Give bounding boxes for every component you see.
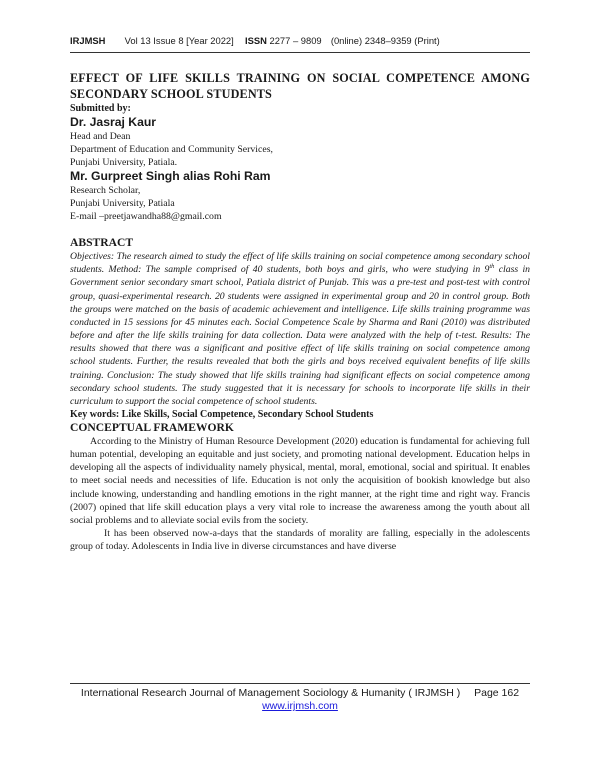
keywords: Key words: Like Skills, Social Competence, Secondary School Students xyxy=(70,408,374,420)
author-2-email: E-mail –preetjawandha88@gmail.com xyxy=(70,211,222,223)
author-2-name: Mr. Gurpreet Singh alias Rohi Ram xyxy=(70,169,271,184)
issn-online: (0nline) 2348–9359 (Print) xyxy=(330,35,440,46)
submitted-by-label: Submitted by: xyxy=(70,103,131,114)
journal-website-link[interactable]: www.irjmsh.com xyxy=(262,700,338,712)
issn-label: ISSN xyxy=(244,35,267,46)
author-2-line: Research Scholar, xyxy=(70,185,141,197)
article-title: EFFECT OF LIFE SKILLS TRAINING ON SOCIAL COMPETENCE AMONG SECONDARY SCHOOL STUDENTS xyxy=(70,71,530,101)
author-1-line: Punjabi University, Patiala. xyxy=(70,157,178,169)
paragraph: It has been observed now-a-days that the standards of morality are falling, especially in the adolescents group of today. Adolescents in India live in diverse circumstances and have diverse xyxy=(70,528,530,553)
abstract-text-a: Objectives: The research aimed to study the effect of life skills training on social competence among secondary school students. Method: The sample comprised of 40 students, both boys and girls, who were studying in 9 xyxy=(70,251,530,276)
header-rule xyxy=(70,52,530,53)
running-footer xyxy=(70,687,530,713)
section-heading: CONCEPTUAL FRAMEWORK xyxy=(70,420,234,434)
footer-line xyxy=(70,687,530,700)
footer-rule xyxy=(70,683,530,684)
ordinal-superscript: th xyxy=(489,263,495,271)
article-body xyxy=(70,71,530,553)
author-1-name: Dr. Jasraj Kaur xyxy=(70,115,157,130)
page-number: Page 162 xyxy=(474,687,520,699)
abstract-text-b: class in Government senior secondary smart school, Patiala district of Punjab. This was a pre-test and post-test with control group, quasi-experimental research. 20 students were assigned in experimental group and 20 in control group. Both the groups were matched on the basis of academic achievement and intelligence. Life skills training programme was conducted in 15 sessions for 45 minutes each. Social Competence Scale by Sharma and Rani (2010) was distributed before and after the life skills training for data collection. Data were analyzed with the help of t-test. Results: The results showed that there was a significant and positive effect of life skills training on social competence among school students. Further, the results revealed that both the girls and boys received equivalent benefits of life skills training. Conclusion: The study showed that life skills training had significant effects on social competence among secondary school students. The study suggested that it is necessary for schools to incorporate life skills in their curriculum to support the social competence of school students. xyxy=(70,264,530,407)
abstract-heading: ABSTRACT xyxy=(70,236,134,250)
author-1-line: Department of Education and Community Services, xyxy=(70,144,273,156)
author-2-line: Punjabi University, Patiala xyxy=(70,198,175,210)
footer-journal-name: International Research Journal of Management Sociology & Humanity ( IRJMSH ) xyxy=(80,687,461,699)
issn-value: 2277 – 9809 xyxy=(269,35,322,46)
volume-info: Vol 13 Issue 8 [Year 2022] xyxy=(124,35,234,46)
journal-abbrev: IRJMSH xyxy=(70,35,106,46)
running-header xyxy=(70,35,530,46)
paragraph: According to the Ministry of Human Resource Development (2020) education is fundamental for achieving full human potential, developing an equitable and just society, and promoting national development. Education helps in developing all the aspects of individuality namely physical, mental, moral, emotional, social and spiritual. It enables to meet social needs and necessities of life. Education is not only the acquisition of bookish knowledge but also include knowing, understanding and handling emotions in the right manner, at the right time and right way. Francis (2007) opined that life skill education plays a very vital role to increase the awareness among the youth about all social problems and to alleviate social evils from the society. xyxy=(70,435,530,526)
author-1-line: Head and Dean xyxy=(70,131,131,143)
abstract-text xyxy=(70,250,530,408)
